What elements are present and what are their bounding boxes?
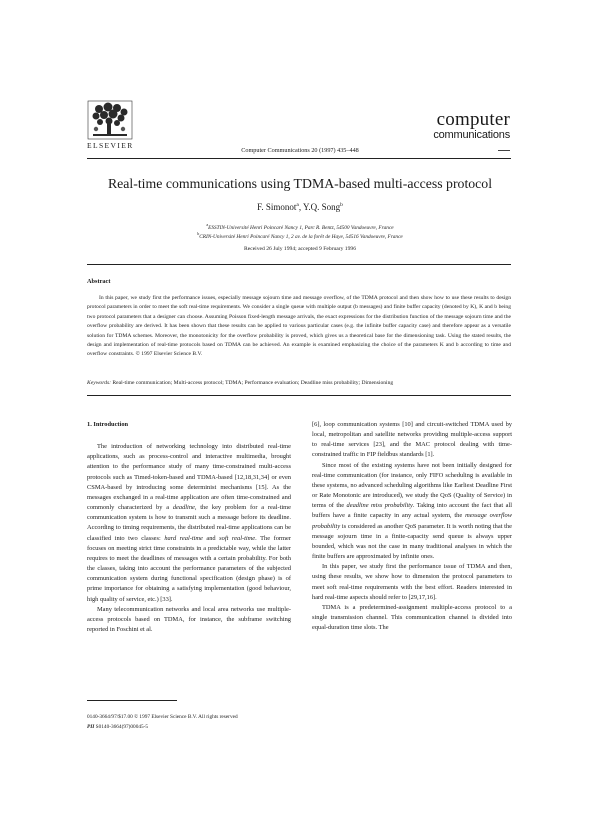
journal-brand-bottom: communications	[433, 129, 510, 141]
section-heading: 1. Introduction	[87, 421, 129, 428]
left-column	[87, 420, 291, 635]
article-title: Real-time communications using TDMA-based multi-access protocol	[107, 176, 493, 191]
body-paragraph: TDMA is a predetermined-assignment multiple-access protocol to a single transmission channel. This communication channel is divided into equal-duration time slots. The	[312, 603, 512, 632]
right-column	[312, 420, 512, 633]
affiliation-a	[0, 222, 600, 231]
body-paragraph: [6], loop communication systems [10] and circuit-switched TDMA used by local, metropolitan and satellite networks providing multiple-access support to real-time services [23], and the MAC protocol dealing with time-constrained traffic in FIP fieldbus standards [1].	[312, 421, 512, 459]
pii-line	[87, 723, 238, 733]
text-run: . Taking into account the fact that all buffers have a finite capacity in any actual system, the	[312, 502, 513, 520]
body-paragraph	[312, 461, 512, 563]
pii-label: PII	[87, 723, 95, 730]
emphasis: deadline miss probability	[346, 502, 413, 510]
abstract-bottom-rule	[87, 395, 511, 396]
received-dates: Received 26 July 1994; accepted 9 February 1996	[244, 246, 356, 252]
abstract-text: In this paper, we study first the performance issues, especially message sojourn time and message overflow, of the TDMA protocol and then show how to use these results to design protocol parameters in order to meet the soft real-time requirements. We consider a single queue with multiple output (b messages) and finite buffer capacity (denoted by K), K and b being two protocol parameters that a designer can choose. Assuming Poisson fixed-length message arrivals, the exact expressions for the distribution function of the message sojourn time and the overflow probability are derived. It has been shown that these results can be applied to various particular cases (e.g. the infinite buffer capacity case) and therefore appear as a versatile solution for TDMA schemes. Moreover, the monotonicity for the overflow probability is proved, which gives us a theoretical base for the dimensioning task. Using the stated results, the design and implementation of real-time protocols based on TDMA can be achieved. An example is examined emphasizing the choice of the parameters K and b according to time and overflow constraints. © 1997 Elsevier Science B.V.	[87, 295, 511, 358]
publisher-logo	[87, 100, 133, 150]
elsevier-tree-icon	[87, 100, 133, 140]
journal-brand	[433, 110, 510, 141]
author-list	[0, 202, 600, 212]
author-affil-mark: a	[296, 202, 299, 208]
author-name: F. Simonot	[257, 202, 297, 212]
affiliation-mark: b	[197, 231, 200, 236]
abstract-top-rule	[87, 264, 511, 265]
abstract-heading: Abstract	[87, 278, 111, 285]
text-run: , the key problem for a real-time communication system is how to transmit such a message before its deadline. According to timing requirements, the distributed real-time applications can be classified into two classes:	[87, 504, 291, 542]
publisher-name: ELSEVIER	[87, 141, 134, 150]
text-run: and	[202, 534, 220, 542]
keywords	[87, 380, 511, 386]
footer	[87, 713, 238, 732]
journal-citation: Computer Communications 20 (1997) 435–448	[241, 147, 359, 154]
text-run: The introduction of networking technology into distributed real-time applications, such as process-control and interactive multimedia, brought attention to the performance study of many time-constrained multi-access protocols such as Timed-token-based and TDMA-based [12,18,31,34] or even CSMA-based by introducing some determinist mechanisms [15]. As the messages exchanged in a real-time application are often time-constrained and commonly characterized by a	[87, 443, 291, 512]
keywords-text: Real-time communication; Multi-access protocol; TDMA; Performance evaluation; Deadline miss probability; Dimensioning	[111, 380, 394, 386]
body-paragraph: In this paper, we study first the performance issue of TDMA and then, using these results, we show how to dimension the protocol parameters to meet soft real-time requirements with the best effort. Readers interested in hard real-time aspects should refer to [29,17,16].	[312, 563, 512, 601]
affiliation-text: CRIN-Université Henri Poincaré Nancy 1, 2 av. de la forêt de Haye, 54516 Vandoeuvre, France	[199, 233, 403, 240]
text-run: . The former focuses on meeting strict time constraints in a predictable way, while the latter requires to meet the deadlines of messages with a certain probability. For both the classes, taking into account the performance parameters of the subjected communication system during functional specification (design phase) is of prime importance for obtaining a satisfying implementation (good behaviour, high quality of service, etc.) [33].	[87, 534, 291, 603]
author-name: Y.Q. Song	[303, 202, 341, 212]
body-paragraph	[87, 442, 291, 605]
emphasis: deadline	[172, 504, 195, 512]
body-paragraph: Many telecommunication networks and local area networks use multiple-access protocols based on TDMA, for instance, the subframe switching reported in Foschini et al.	[87, 605, 291, 633]
keywords-label: Keywords:	[87, 380, 112, 386]
journal-brand-top: computer	[436, 109, 510, 130]
header-rule	[87, 158, 511, 159]
emphasis: message overflow probability	[312, 512, 512, 530]
brand-divider	[498, 150, 510, 151]
author-separator: ,	[298, 202, 304, 212]
affiliation-mark: a	[206, 222, 209, 227]
copyright-line: 0140-3664/97/$17.00 © 1997 Elsevier Science B.V. All rights reserved	[87, 714, 238, 720]
author-affil-mark: b	[340, 202, 343, 208]
pii-value: S0140-3664(97)00045-5	[94, 723, 149, 730]
emphasis: hard real-time	[164, 534, 203, 542]
footer-rule	[87, 700, 177, 701]
affiliation-b	[0, 231, 600, 240]
emphasis: soft real-time	[219, 534, 256, 542]
text-run: is considered as another QoS parameter. It is worth noting that the message sojourn time in a finite-capacity send queue is always upper bounded, which was not the case in many traditional analyses in which the finite buffers are approximated by infinite ones.	[312, 522, 512, 561]
affiliation-text: ESSTIN-Université Henri Poincaré Nancy 1, Parc R. Bentz, 54500 Vandoeuvre, France	[208, 224, 394, 231]
text-run: Since most of the existing systems have not been initially designed for real-time communication (for instance, only FIFO scheduling is available in these systems, no advanced scheduling algorithms like Earliest Deadline First or Rate Monotonic are introduced), we study the QoS (Quality of Service) in terms of the	[312, 461, 512, 510]
